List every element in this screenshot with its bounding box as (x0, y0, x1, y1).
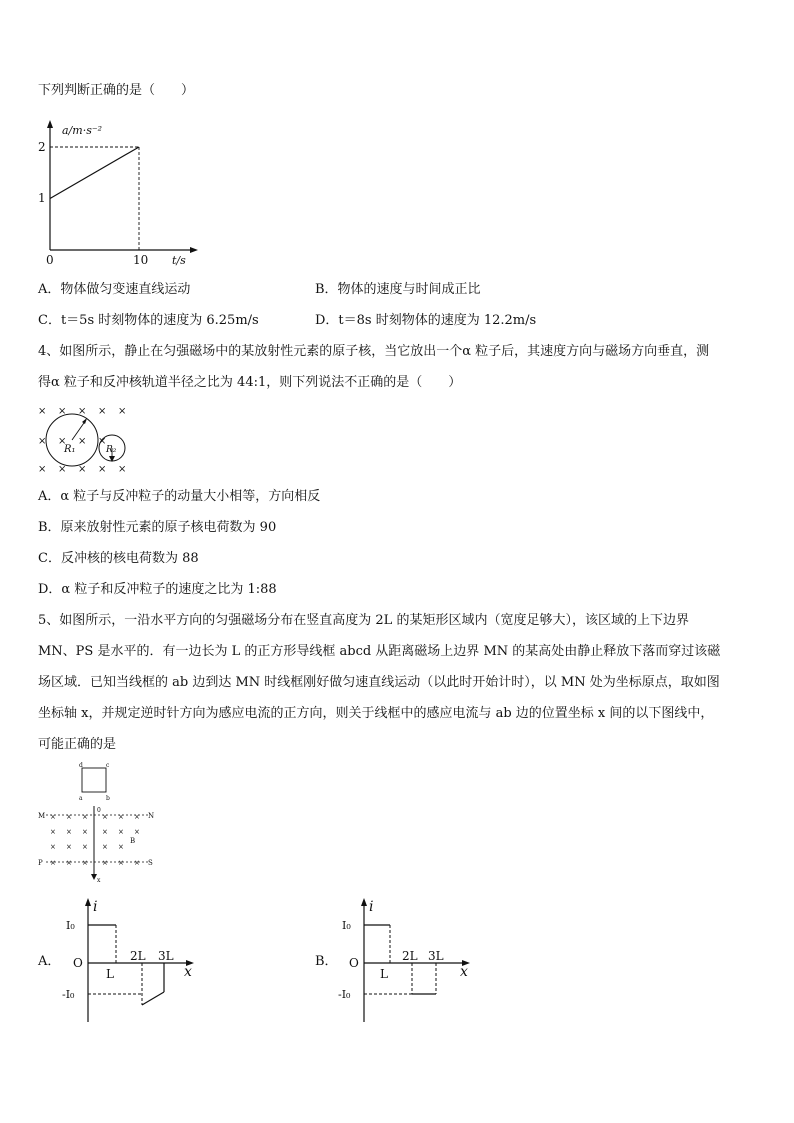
q4-radius-r2: R₂ (106, 445, 117, 455)
q4-option-a: A．α 粒子与反冲粒子的动量大小相等，方向相反 (38, 489, 321, 504)
q5-b-neg-i0: -I₀ (338, 988, 351, 1001)
q4-stem-line2: 得α 粒子和反冲核轨道半径之比为 44:1，则下列说法不正确的是（ ） (38, 375, 462, 390)
q5-a-o: O (73, 956, 83, 970)
svg-text:×: × (82, 859, 88, 867)
q5-a-3l: 3L (158, 949, 174, 963)
q3-option-d: D．t＝8s 时刻物体的速度为 12.2m/s (315, 313, 537, 328)
q5-label-m: M (38, 812, 46, 820)
svg-text:×: × (82, 843, 88, 851)
svg-text:×: × (78, 436, 87, 447)
svg-text:×: × (50, 843, 56, 851)
svg-text:×: × (134, 828, 140, 836)
q4-stem-line1: 4、如图所示，静止在匀强磁场中的某放射性元素的原子核，当它放出一个α 粒子后，其速度方向与磁场方向垂直，测 (38, 344, 710, 359)
svg-text:×: × (102, 828, 108, 836)
q5-b-3l: 3L (428, 949, 444, 963)
q5-b-i-label: i (369, 899, 374, 915)
q5-stem-line5: 可能正确的是 (38, 737, 117, 752)
svg-text:×: × (58, 406, 67, 417)
q3-option-c: C．t＝5s 时刻物体的速度为 6.25m/s (38, 313, 259, 328)
svg-text:×: × (118, 843, 124, 851)
q5-a-2l: 2L (130, 949, 146, 963)
q4-magnetic-field-figure (36, 402, 136, 482)
q5-b-i0: I₀ (342, 919, 351, 932)
q3-option-b: B．物体的速度与时间成正比 (315, 282, 481, 297)
q5-b-2l: 2L (402, 949, 418, 963)
q5-stem-line3: 场区域．已知当线框的 ab 边到达 MN 时线框刚好做匀速直线运动（以此时开始计时），以 MN 处为坐标原点，取如图 (38, 675, 720, 690)
q5-option-a-graph (60, 897, 200, 1027)
svg-text:×: × (98, 406, 107, 417)
q4-radius-r1: R₁ (64, 444, 76, 455)
svg-text:×: × (38, 406, 47, 417)
q5-stem-line4: 坐标轴 x，并规定逆时针方向为感应电流的正方向，则关于线框中的感应电流与 ab 边的位置坐标 x 间的以下图线中， (38, 706, 714, 721)
q5-b-l: L (380, 967, 388, 981)
svg-text:×: × (102, 843, 108, 851)
q5-label-field-b: B (130, 837, 136, 845)
q5-label-x: x (97, 877, 101, 884)
chart-y-tick-1: 1 (38, 191, 46, 205)
chart-xlabel: t/s (172, 254, 186, 267)
q5-stem-line1: 5、如图所示，一沿水平方向的匀强磁场分布在竖直高度为 2L 的某矩形区域内（宽度足够大），该区域的上下边界 (38, 613, 689, 628)
svg-text:×: × (66, 843, 72, 851)
svg-text:×: × (134, 859, 140, 867)
svg-text:×: × (78, 406, 87, 417)
svg-text:×: × (102, 859, 108, 867)
q5-label-c: c (106, 762, 110, 769)
chart-x-tick-10: 10 (133, 253, 149, 267)
q5-label-d: d (79, 762, 83, 769)
q3-stem: 下列判断正确的是（ ） (38, 83, 195, 98)
q4-option-d: D．α 粒子和反冲粒子的速度之比为 1:88 (38, 582, 277, 597)
svg-text:×: × (38, 464, 47, 475)
svg-text:×: × (118, 406, 127, 417)
q5-option-b-graph (336, 897, 476, 1027)
q5-option-b-label: B． (315, 954, 338, 969)
svg-text:×: × (102, 813, 108, 821)
q5-field-figure (36, 762, 166, 887)
svg-text:×: × (98, 464, 107, 475)
svg-text:×: × (50, 813, 56, 821)
q5-a-neg-i0: -I₀ (62, 988, 75, 1001)
svg-text:×: × (134, 813, 140, 821)
q4-option-b: B．原来放射性元素的原子核电荷数为 90 (38, 520, 277, 535)
svg-text:×: × (82, 813, 88, 821)
q5-option-a-label: A． (38, 954, 61, 969)
svg-text:×: × (118, 828, 124, 836)
q5-label-zero: 0 (97, 807, 101, 814)
chart-ylabel: a/m·s⁻² (62, 124, 103, 137)
svg-text:×: × (50, 828, 56, 836)
svg-text:×: × (98, 436, 107, 447)
svg-text:×: × (118, 859, 124, 867)
chart-y-tick-2: 2 (38, 140, 46, 154)
q3-acceleration-graph (30, 118, 200, 268)
svg-text:×: × (66, 859, 72, 867)
svg-text:×: × (118, 464, 127, 475)
svg-text:×: × (66, 813, 72, 821)
svg-text:×: × (38, 436, 47, 447)
q5-a-i-label: i (93, 899, 98, 915)
q5-a-l: L (106, 967, 114, 981)
svg-text:×: × (66, 828, 72, 836)
q5-a-i0: I₀ (66, 919, 75, 932)
chart-series-line (50, 147, 139, 199)
svg-text:×: × (58, 436, 67, 447)
q4-option-c: C．反冲核的核电荷数为 88 (38, 551, 199, 566)
svg-text:×: × (82, 828, 88, 836)
q5-label-a: a (79, 795, 83, 802)
q5-label-b: b (106, 795, 110, 802)
q5-a-x: x (184, 964, 192, 980)
svg-text:×: × (118, 813, 124, 821)
q5-stem-line2: MN、PS 是水平的．有一边长为 L 的正方形导线框 abcd 从距离磁场上边界 MN 的某高处由静止释放下落而穿过该磁 (38, 644, 721, 659)
svg-text:×: × (50, 859, 56, 867)
svg-text:×: × (78, 464, 87, 475)
q3-option-a: A．物体做匀变速直线运动 (38, 282, 191, 297)
q5-label-n: N (148, 812, 155, 820)
q5-label-p: P (38, 859, 43, 867)
svg-text:×: × (58, 464, 67, 475)
q5-label-s: S (148, 859, 153, 867)
chart-origin: 0 (46, 253, 54, 267)
q5-b-x: x (460, 964, 468, 980)
q5-b-o: O (349, 956, 359, 970)
